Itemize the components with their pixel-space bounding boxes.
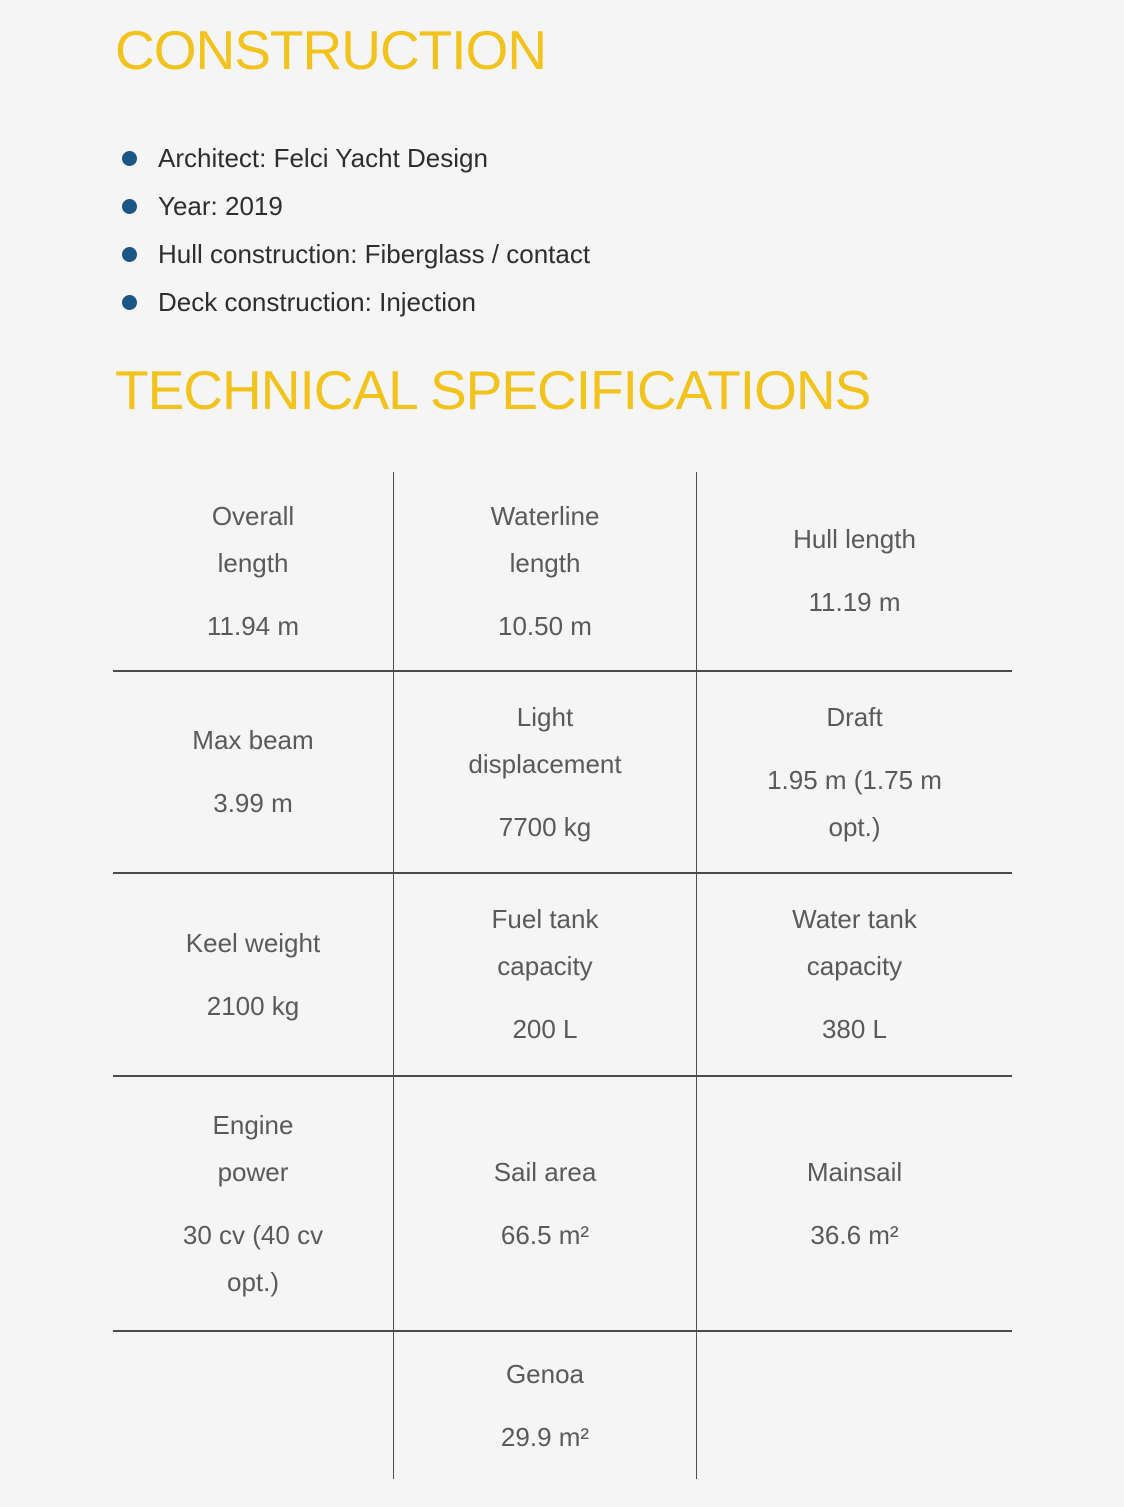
list-item-architect <box>122 134 1124 182</box>
spec-row-engine-sails <box>113 1077 1012 1332</box>
spec-cell-waterline-length <box>393 472 697 670</box>
spec-cell-fuel-tank <box>393 874 697 1075</box>
spec-cell-water-tank <box>697 874 1012 1075</box>
spec-label: Mainsail <box>806 1156 903 1187</box>
spec-label: Sail area <box>493 1156 597 1187</box>
spec-cell-keel-weight <box>113 874 393 1075</box>
spec-value: 36.6 m² <box>810 1219 899 1250</box>
list-item-text: Deck construction: Injection <box>158 286 476 317</box>
bullet-icon <box>122 151 137 166</box>
spec-cell-overall-length <box>113 472 393 670</box>
spec-cell-mainsail <box>697 1077 1012 1330</box>
spec-value: 7700 kg <box>498 811 592 842</box>
bullet-icon <box>122 199 137 214</box>
spec-label: Genoa <box>505 1358 585 1389</box>
spec-cell-max-beam <box>113 672 393 872</box>
spec-value: 200 L <box>512 1014 578 1044</box>
spec-label: Draft <box>826 701 883 732</box>
spec-label: Water tank capacity <box>792 904 917 981</box>
spec-value: 3.99 m <box>213 788 293 818</box>
spec-cell-genoa <box>393 1332 697 1479</box>
spec-row-lengths <box>113 472 1012 672</box>
spec-label: Overall length <box>211 500 295 578</box>
construction-list <box>122 134 1124 326</box>
construction-heading: CONSTRUCTION <box>115 19 547 81</box>
list-item-text: Year: 2019 <box>158 190 283 221</box>
spec-label: Hull length <box>793 524 916 554</box>
list-item-hull-construction <box>122 230 1124 278</box>
specs-table <box>113 472 1012 1479</box>
spec-label: Fuel tank capacity <box>491 904 599 981</box>
bullet-icon <box>122 247 137 262</box>
spec-label: Light displacement <box>468 701 622 779</box>
spec-cell-engine-power <box>113 1077 393 1330</box>
list-item-deck-construction <box>122 278 1124 326</box>
spec-value: 11.19 m <box>808 587 901 617</box>
spec-label: Engine power <box>212 1109 294 1187</box>
technical-specifications-heading: TECHNICAL SPECIFICATIONS <box>115 359 871 421</box>
spec-cell-empty <box>697 1332 1012 1479</box>
spec-row-weights-tanks <box>113 874 1012 1077</box>
spec-label: Keel weight <box>185 927 321 958</box>
spec-value: 29.9 m² <box>500 1421 590 1452</box>
spec-cell-hull-length <box>697 472 1012 670</box>
spec-value: 380 L <box>821 1014 888 1044</box>
bullet-icon <box>122 295 137 310</box>
list-item-year <box>122 182 1124 230</box>
spec-value: 2100 kg <box>206 990 300 1021</box>
spec-value: 10.50 m <box>498 610 592 641</box>
spec-cell-draft <box>697 672 1012 872</box>
spec-cell-empty <box>113 1332 393 1479</box>
spec-value: 11.94 m <box>206 610 299 641</box>
spec-row-genoa <box>113 1332 1012 1479</box>
spec-value: 1.95 m (1.75 m opt.) <box>767 764 942 842</box>
spec-value: 66.5 m² <box>500 1219 590 1250</box>
spec-row-beam-displacement-draft <box>113 672 1012 874</box>
spec-value: 30 cv (40 cv opt.) <box>182 1219 324 1297</box>
list-item-text: Hull construction: Fiberglass / contact <box>158 238 591 269</box>
spec-label: Max beam <box>192 725 314 755</box>
spec-cell-light-displacement <box>393 672 697 872</box>
spec-cell-sail-area <box>393 1077 697 1330</box>
list-item-text: Architect: Felci Yacht Design <box>158 142 488 173</box>
spec-label: Waterline length <box>490 500 600 578</box>
